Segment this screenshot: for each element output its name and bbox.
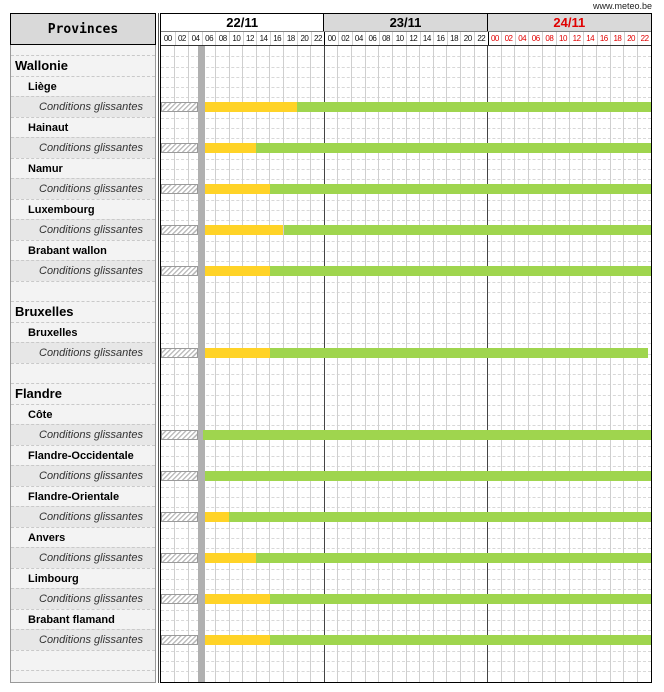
hour-tick: 06 bbox=[202, 32, 216, 45]
warning-label-row: Conditions glissantes bbox=[11, 178, 155, 199]
hour-column-line bbox=[528, 46, 529, 682]
hour-column-line bbox=[242, 46, 243, 682]
warning-label-row: Conditions glissantes bbox=[11, 465, 155, 486]
hour-tick: 06 bbox=[365, 32, 379, 45]
warning-label-row: Conditions glissantes bbox=[11, 424, 155, 445]
warning-bar-yellow bbox=[205, 348, 270, 358]
past-hatched-bar bbox=[161, 225, 198, 235]
warning-label-row: Conditions glissantes bbox=[11, 506, 155, 527]
spacer-row bbox=[11, 45, 155, 55]
hour-tick: 16 bbox=[433, 32, 447, 45]
day-boundary-line bbox=[324, 46, 325, 682]
hour-column-line bbox=[406, 46, 407, 682]
hour-column-line bbox=[514, 46, 515, 682]
warning-bar-green bbox=[205, 471, 651, 481]
province-label-flandre-orientale: Flandre-Orientale bbox=[11, 486, 155, 507]
hour-column-line bbox=[610, 46, 611, 682]
hour-tick: 20 bbox=[624, 32, 638, 45]
hour-column-line bbox=[637, 46, 638, 682]
timeline-grid bbox=[161, 46, 651, 682]
day-boundary-line bbox=[487, 46, 488, 682]
warning-bar-yellow bbox=[205, 225, 283, 235]
hour-tick: 12 bbox=[569, 32, 583, 45]
hour-column-line bbox=[337, 46, 338, 682]
warning-label-row: Conditions glissantes bbox=[11, 96, 155, 117]
province-label-panel bbox=[10, 45, 156, 683]
hour-tick: 04 bbox=[352, 32, 366, 45]
day-header-24-11: 24/11 bbox=[488, 14, 651, 31]
hour-column-line bbox=[283, 46, 284, 682]
date-header-row bbox=[161, 14, 651, 32]
hour-column-line bbox=[256, 46, 257, 682]
province-label-brabant-flamand: Brabant flamand bbox=[11, 609, 155, 630]
hour-column-line bbox=[569, 46, 570, 682]
spacer-row bbox=[11, 281, 155, 302]
hour-column-line bbox=[310, 46, 311, 682]
hour-tick: 10 bbox=[229, 32, 243, 45]
warning-bar-yellow bbox=[205, 594, 270, 604]
past-hatched-bar bbox=[161, 594, 198, 604]
warning-bar-yellow bbox=[205, 143, 256, 153]
hour-tick: 20 bbox=[460, 32, 474, 45]
hour-tick: 22 bbox=[474, 32, 488, 45]
hour-column-line bbox=[555, 46, 556, 682]
warning-bar-green bbox=[297, 102, 651, 112]
spacer-row bbox=[11, 363, 155, 384]
hour-tick: 08 bbox=[542, 32, 556, 45]
hour-tick: 08 bbox=[215, 32, 229, 45]
past-hatched-bar bbox=[161, 184, 198, 194]
hour-tick: 16 bbox=[270, 32, 284, 45]
hour-tick: 16 bbox=[597, 32, 611, 45]
past-hatched-bar bbox=[161, 143, 198, 153]
hour-column-line bbox=[596, 46, 597, 682]
hour-tick: 12 bbox=[406, 32, 420, 45]
province-label-li-ge: Liège bbox=[11, 76, 155, 97]
province-label-anvers: Anvers bbox=[11, 527, 155, 548]
hour-column-line bbox=[365, 46, 366, 682]
current-time-marker bbox=[198, 46, 205, 682]
warning-bar-green bbox=[270, 184, 651, 194]
hour-tick: 12 bbox=[243, 32, 257, 45]
past-hatched-bar bbox=[161, 471, 198, 481]
hour-column-line bbox=[582, 46, 583, 682]
hour-column-line bbox=[269, 46, 270, 682]
hour-tick: 18 bbox=[283, 32, 297, 45]
warning-bar-green bbox=[270, 594, 651, 604]
timeline-left-double-border bbox=[158, 13, 159, 683]
warning-bar-yellow bbox=[205, 266, 270, 276]
spacer-row bbox=[11, 670, 155, 683]
hour-tick: 22 bbox=[311, 32, 325, 45]
warning-label-row: Conditions glissantes bbox=[11, 547, 155, 568]
hour-tick-row bbox=[161, 32, 651, 46]
hour-tick: 06 bbox=[528, 32, 542, 45]
province-label-bruxelles: Bruxelles bbox=[11, 322, 155, 343]
hour-tick: 04 bbox=[515, 32, 529, 45]
hour-tick: 02 bbox=[501, 32, 515, 45]
provinces-header: Provinces bbox=[10, 13, 156, 45]
hour-column-line bbox=[378, 46, 379, 682]
warning-bar-green bbox=[203, 430, 651, 440]
province-label-namur: Namur bbox=[11, 158, 155, 179]
hour-column-line bbox=[229, 46, 230, 682]
warning-label-row: Conditions glissantes bbox=[11, 342, 155, 363]
hour-column-line bbox=[501, 46, 502, 682]
hour-column-line bbox=[351, 46, 352, 682]
region-label-wallonie: Wallonie bbox=[11, 55, 155, 76]
past-hatched-bar bbox=[161, 266, 198, 276]
hour-tick: 22 bbox=[637, 32, 651, 45]
province-label-brabant-wallon: Brabant wallon bbox=[11, 240, 155, 261]
hour-tick: 14 bbox=[583, 32, 597, 45]
hour-column-line bbox=[215, 46, 216, 682]
warning-bar-yellow bbox=[205, 102, 297, 112]
past-hatched-bar bbox=[161, 430, 198, 440]
warning-bar-yellow bbox=[205, 635, 270, 645]
past-hatched-bar bbox=[161, 348, 198, 358]
hour-column-line bbox=[419, 46, 420, 682]
warning-bar-green bbox=[284, 225, 652, 235]
past-hatched-bar bbox=[161, 512, 198, 522]
day-header-23-11: 23/11 bbox=[324, 14, 487, 31]
hour-tick: 14 bbox=[420, 32, 434, 45]
past-hatched-bar bbox=[161, 553, 198, 563]
spacer-row bbox=[11, 650, 155, 671]
past-hatched-bar bbox=[161, 102, 198, 112]
warning-label-row: Conditions glissantes bbox=[11, 588, 155, 609]
warning-label-row: Conditions glissantes bbox=[11, 219, 155, 240]
hour-column-line bbox=[460, 46, 461, 682]
province-label-c-te: Côte bbox=[11, 404, 155, 425]
hour-column-line bbox=[188, 46, 189, 682]
warning-bar-green bbox=[256, 143, 651, 153]
province-label-hainaut: Hainaut bbox=[11, 117, 155, 138]
warning-bar-yellow bbox=[205, 184, 270, 194]
warning-label-row: Conditions glissantes bbox=[11, 629, 155, 650]
province-label-luxembourg: Luxembourg bbox=[11, 199, 155, 220]
hour-tick: 02 bbox=[175, 32, 189, 45]
warning-bar-green bbox=[270, 635, 651, 645]
day-header-22-11: 22/11 bbox=[161, 14, 324, 31]
hour-tick: 18 bbox=[447, 32, 461, 45]
hour-column-line bbox=[474, 46, 475, 682]
warning-bar-green bbox=[270, 266, 651, 276]
hour-column-line bbox=[542, 46, 543, 682]
meteo-site-link[interactable]: www.meteo.be bbox=[592, 1, 652, 11]
hour-tick: 14 bbox=[256, 32, 270, 45]
hour-tick: 00 bbox=[163, 34, 172, 43]
region-label-flandre: Flandre bbox=[11, 383, 155, 404]
hour-tick: 10 bbox=[556, 32, 570, 45]
hour-column-line bbox=[297, 46, 298, 682]
warning-bar-green bbox=[229, 512, 651, 522]
hour-tick: 00 bbox=[488, 32, 502, 45]
hour-tick: 10 bbox=[392, 32, 406, 45]
hour-tick: 20 bbox=[297, 32, 311, 45]
hour-column-line bbox=[623, 46, 624, 682]
hour-column-line bbox=[433, 46, 434, 682]
hour-column-line bbox=[392, 46, 393, 682]
hour-tick: 02 bbox=[338, 32, 352, 45]
hour-column-line bbox=[174, 46, 175, 682]
province-label-limbourg: Limbourg bbox=[11, 568, 155, 589]
warning-bar-yellow bbox=[205, 512, 229, 522]
timeline-block bbox=[160, 13, 652, 683]
hour-tick: 08 bbox=[379, 32, 393, 45]
warning-bar-green bbox=[256, 553, 651, 563]
hour-tick: 00 bbox=[324, 32, 338, 45]
region-label-bruxelles: Bruxelles bbox=[11, 301, 155, 322]
warning-bar-yellow bbox=[205, 553, 256, 563]
hour-tick: 18 bbox=[610, 32, 624, 45]
warning-bar-green bbox=[270, 348, 648, 358]
province-label-flandre-occidentale: Flandre-Occidentale bbox=[11, 445, 155, 466]
hour-tick: 04 bbox=[188, 32, 202, 45]
warning-label-row: Conditions glissantes bbox=[11, 137, 155, 158]
warning-label-row: Conditions glissantes bbox=[11, 260, 155, 281]
past-hatched-bar bbox=[161, 635, 198, 645]
hour-column-line bbox=[446, 46, 447, 682]
